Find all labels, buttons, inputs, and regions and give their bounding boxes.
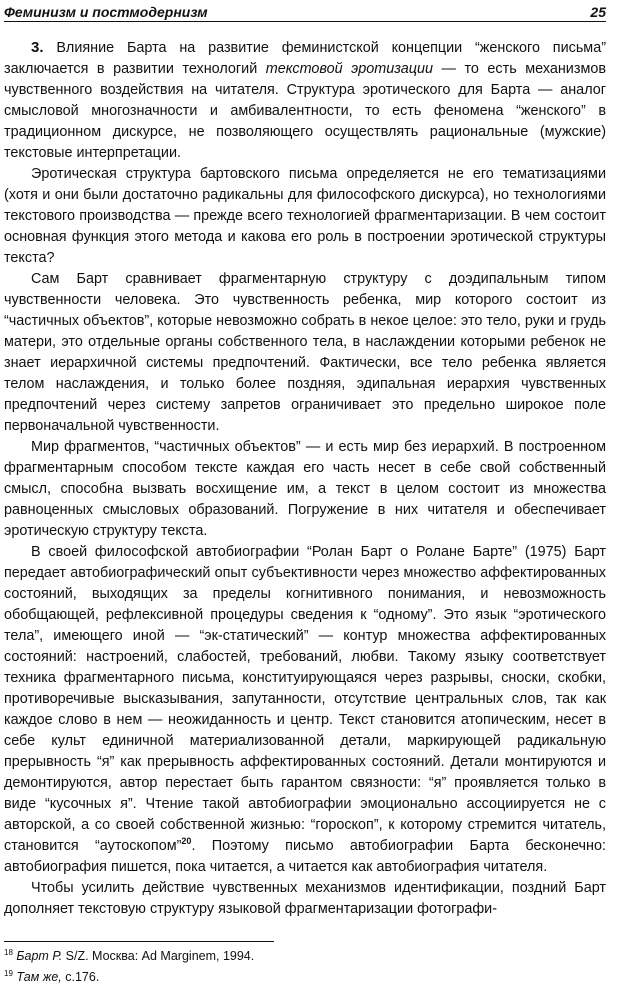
footnote-number: 19	[4, 968, 13, 978]
paragraph-4: Мир фрагментов, “частичных объектов” — и есть мир без иерархий. В построенном фрагментарным способом тексте каждая его часть несет в себе свой собственный смысл, способна вызвать восхищение им, а текст в целом состоит из множества равноценных смысловых образований. Погружение в них читателя и обеспечивает эротическую структуру текста.	[4, 439, 606, 539]
footnote-divider	[4, 941, 274, 942]
running-header	[4, 0, 606, 22]
footnote-19	[4, 967, 254, 988]
emphasis-term: текстовой эротизации	[265, 61, 434, 77]
paragraph-5	[4, 542, 606, 878]
footnote-author: Барт Р.	[16, 949, 63, 963]
paragraph-2: Эротическая структура бартовского письма определяется не его тематизациями (хотя и они были достаточно радикальны для философского дискурса), но технологиями текстового производства — прежде всего технологией фрагментаризации. В чем состоит основная функция этого метода и какова его роль в построении эротической структуры текста?	[4, 166, 606, 266]
paragraph-1-part-b: — то есть механизмов чувственного воздействия на читателя. Структура эротического для Барта — аналог смысловой многозначности и амбивалентности, то есть феномена “женского” в традиционном дискурсе, не позволяющего осуществлять рациональные (мужские) текстовые интерпретации.	[4, 61, 606, 161]
running-title: Феминизм и постмодернизм	[4, 4, 208, 20]
footnote-author: Там же,	[16, 970, 62, 984]
paragraph-5-part-b: . Поэтому письмо автобиографии Барта бесконечно: автобиография пишется, пока читается, а читается как автобиография читателя.	[4, 838, 607, 875]
footnote-ref-20: 20	[181, 836, 192, 847]
footnotes	[4, 946, 254, 988]
paragraph-1-part-a: Влияние Барта на развитие феминистской концепции “женского письма” заключается в развитии технологий	[4, 40, 606, 77]
paragraph-6: Чтобы усилить действие чувственных механизмов идентификации, поздний Барт дополняет текстовую структуру языковой фрагментаризации фотографи-	[4, 880, 606, 917]
footnote-18	[4, 946, 254, 967]
paragraph-1	[4, 37, 606, 164]
body-text	[4, 37, 606, 920]
page-number: 25	[590, 4, 606, 20]
paragraph-5-part-a: В своей философской автобиографии “Ролан Барт о Ролане Барте” (1975) Барт передает автобиографический опыт субъективности через множество аффектированных состояний, выходящих за пределы когнитивного понимания, и невозможность обобщающей, рефлексивной процедуры сведения к “одному”. Это язык “эротического тела”, имеющего иной — “эк-статический” — контур множества аффектированных состояний: настроений, слабостей, требований, любви. Такому языку соответствует техника фрагментарного письма, конституирующаяся через разрывы, сноски, скобки, противоречивые высказывания, запутанности, отсутствие центральных слов, так как каждое слово в нем — неожиданность и центр. Текст становится атопическим, несет в себе культ единичной материализованной детали, маркирующей радикальную прерывность “я” как прерывность аффектированных состояний. Детали монтируются и демонтируются, автор перестает быть гарантом связности: “я” проявляется только в виде “кусочных я”. Чтение такой автобиографии эмоционально ассоциируется не с авторской, а со своей собственной жизнью: “гороскоп”, к которому стремится читатель, становится “аутоскопом”	[4, 544, 606, 854]
footnote-number: 18	[4, 947, 13, 957]
paragraph-3: Сам Барт сравнивает фрагментарную структуру с доэдипальным типом чувственности человека. Это чувственность ребенка, мир которого состоит из “частичных объектов”, которые невозможно собрать в некое целое: это тело, руки и грудь матери, это отдельные органы собственного тела, в наслаждении которыми ребенок не знает иерархичной системы предпочтений. Фактически, все тело ребенка является телом наслаждения, и только более поздняя, эдипальная иерархия чувственных предпочтений через систему запретов ограничивает это предельно широкое поле первоначальной чувственности.	[4, 271, 606, 434]
footnote-text: с.176.	[61, 970, 100, 984]
footnote-text: S/Z. Москва: Ad Marginem, 1994.	[62, 949, 255, 963]
section-number: 3.	[31, 39, 44, 56]
